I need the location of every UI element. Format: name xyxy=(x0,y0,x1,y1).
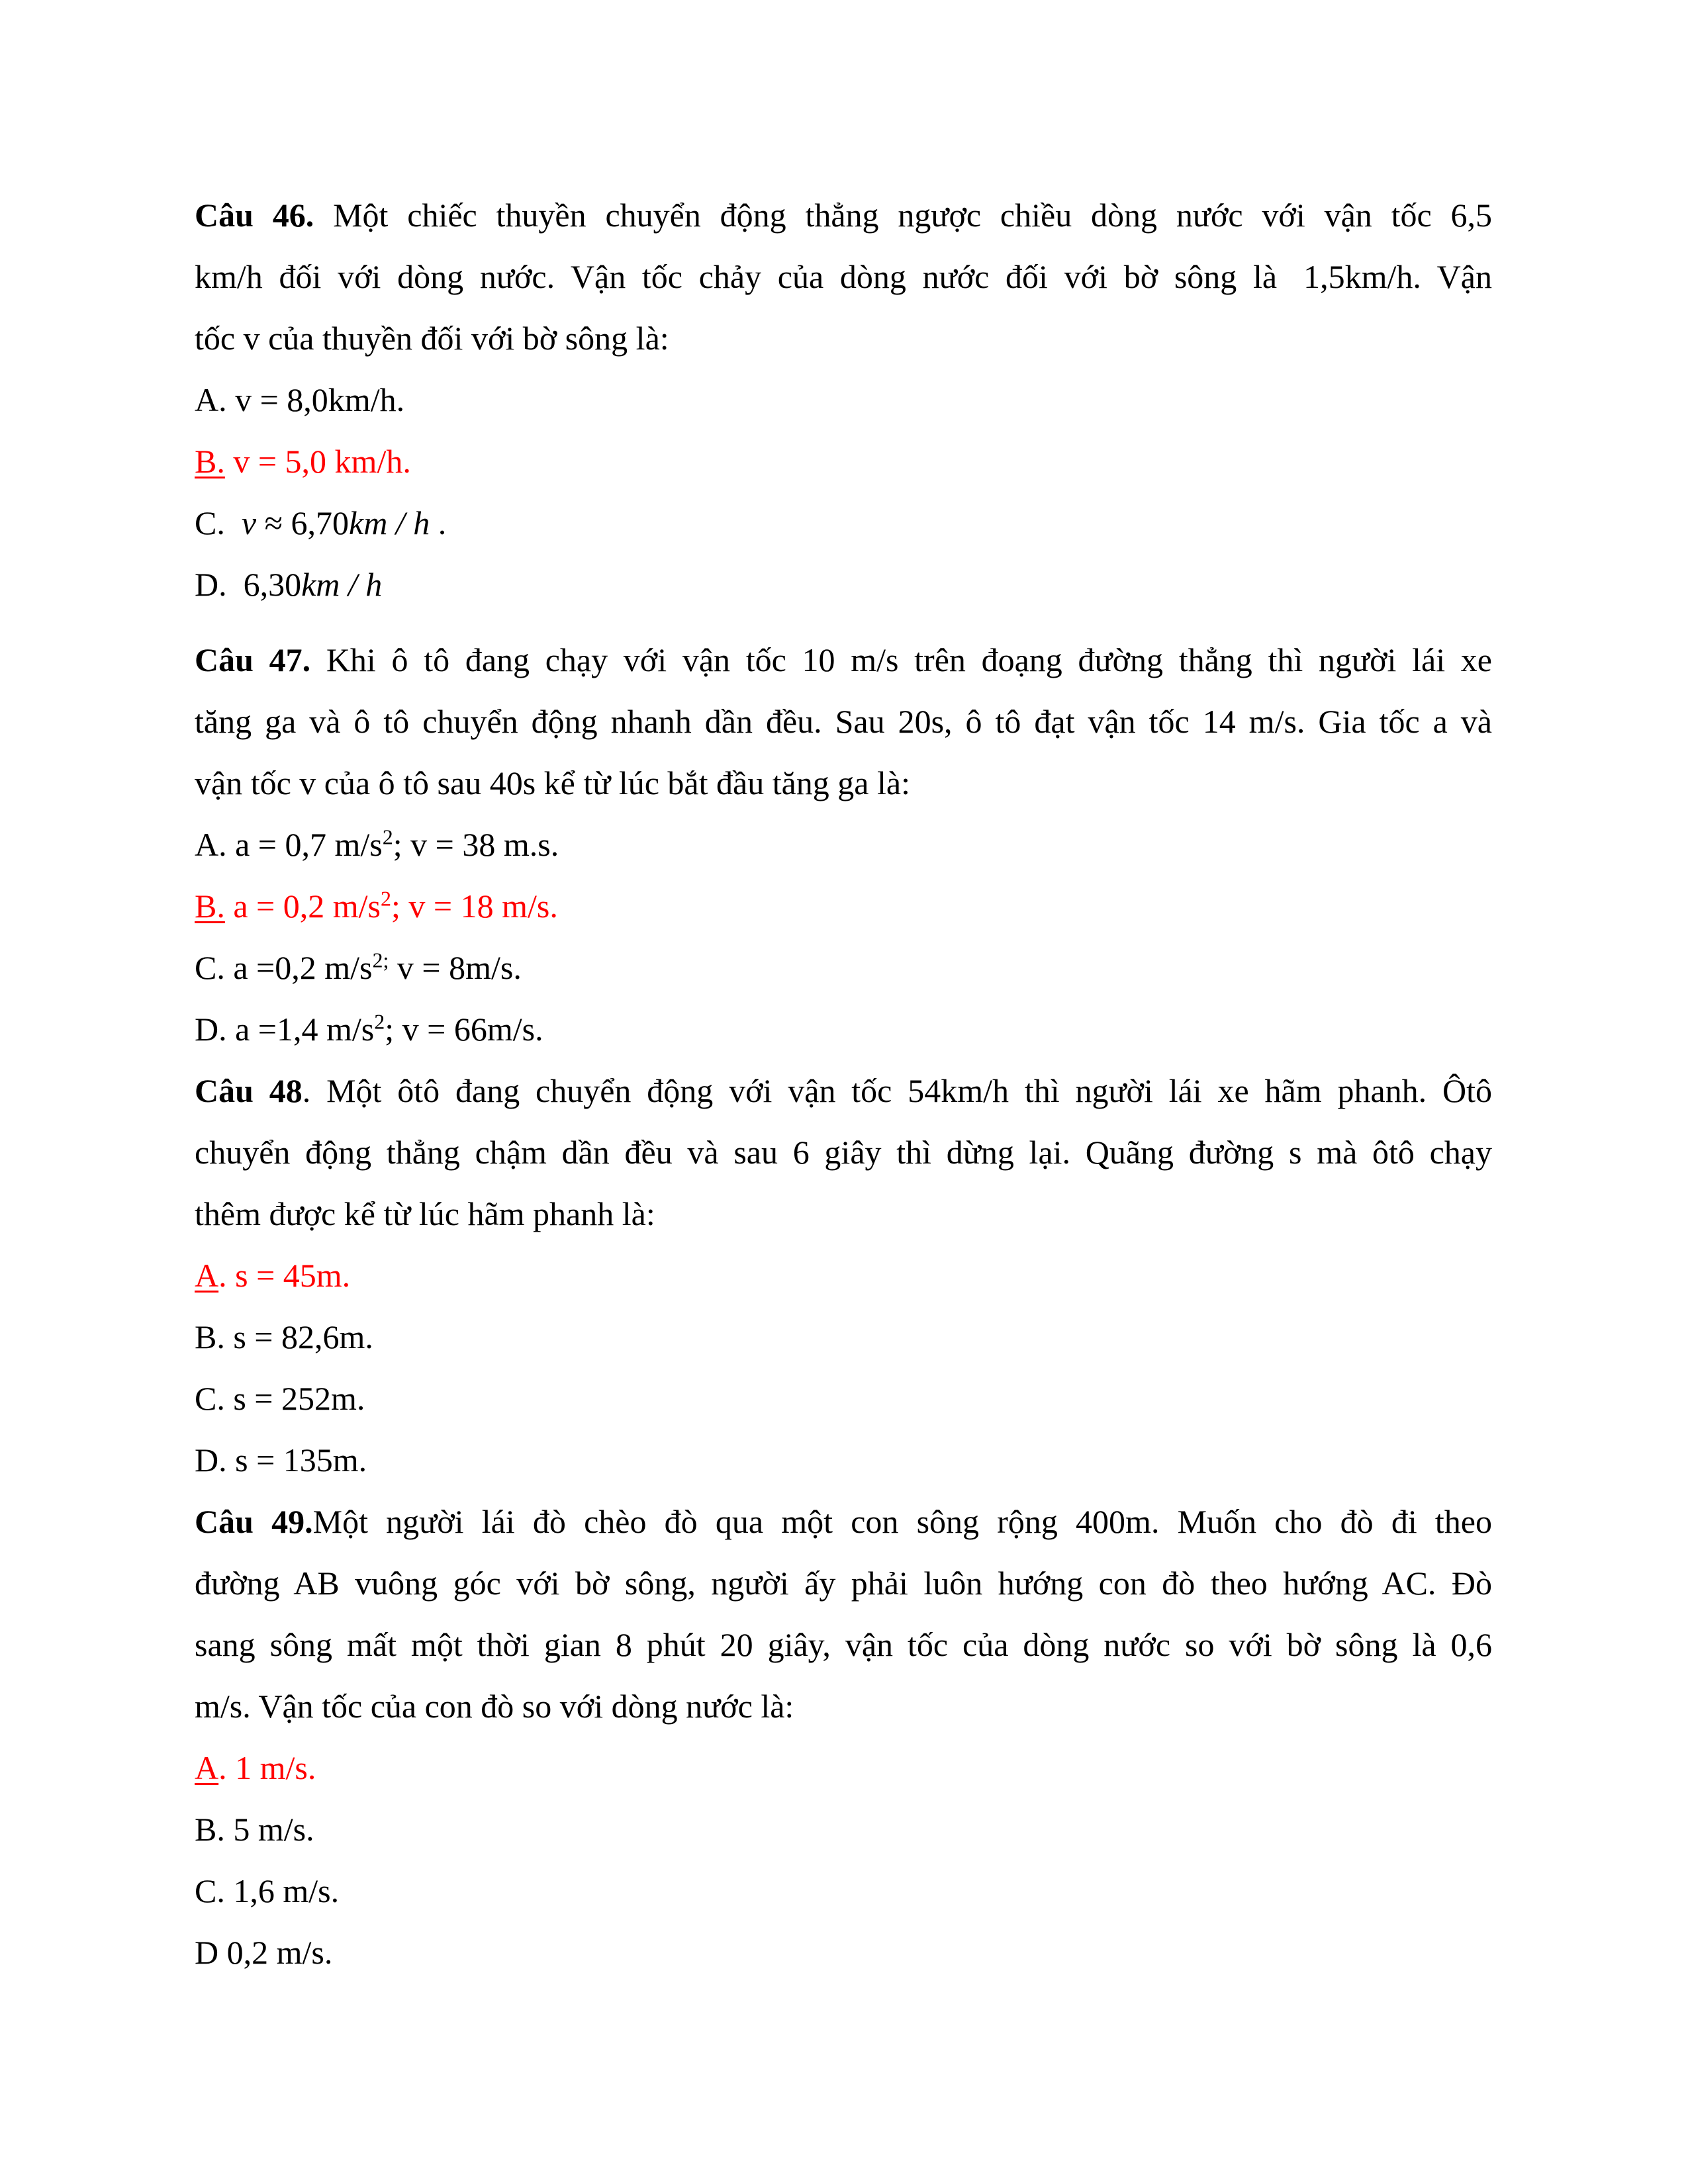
q47-option-d: D. a =1,4 $m/s^2$; v = 66m/s. xyxy=(195,1009,543,1048)
q46-line-1: Câu 46. Một chiếc thuyền chuyển động thẳng ngược chiều dòng nước với vận tốc 6,5 xyxy=(195,197,1492,234)
q49-line-3: sang sông mất một thời gian 8 phút 20 giây, vận tốc của dòng nước so với bờ sông là 0,6 xyxy=(195,1626,1492,1663)
q46-line-3: tốc v của thuyền đối với bờ sông là: xyxy=(195,320,669,357)
q48-option-a-correct: A. s = 45m. xyxy=(195,1257,351,1294)
q47-option-b-correct: B. a = 0,2 $m/s^2$; v = 18 m/s. xyxy=(195,886,558,925)
q47-option-a: A. a = 0,7 $m/s^2$; v = 38 m.s. xyxy=(195,825,559,863)
q48-line-2: chuyển động thẳng chậm dần đều và sau 6 giây thì dừng lại. Quãng đường s mà ôtô chạy xyxy=(195,1134,1492,1171)
q46-label: Câu 46. xyxy=(195,197,314,234)
q46-option-b-correct: B. v = 5,0 km/h. xyxy=(195,443,411,480)
q46-option-a: A. v = 8,0km/h. xyxy=(195,381,405,418)
q47-line-3: vận tốc v của ô tô sau 40s kể từ lúc bắt đầu tăng ga là: xyxy=(195,764,910,801)
q47-label: Câu 47. xyxy=(195,641,311,678)
q48-option-b: B. s = 82,6m. xyxy=(195,1318,373,1355)
q46-option-d: D. 6,30km / h xyxy=(195,566,383,603)
q48-line-1: Câu 48. Một ôtô đang chuyển động với vận tốc 54km/h thì người lái xe hãm phanh. Ôtô xyxy=(195,1072,1493,1109)
q48-option-c: C. s = 252m. xyxy=(195,1380,365,1417)
q47-line-1: Câu 47. Khi ô tô đang chạy với vận tốc 10 m/s trên đoạng đường thẳng thì người lái xe xyxy=(195,641,1492,678)
q49-option-b: B. 5 m/s. xyxy=(195,1811,314,1848)
q48-label: Câu 48 xyxy=(195,1072,303,1109)
q48-option-d: D. s = 135m. xyxy=(195,1441,367,1479)
q47-option-c: C. a =0,2 $m/s^{2;}$ v = 8m/s. xyxy=(195,948,522,986)
q49-label: Câu 49. xyxy=(195,1503,313,1540)
q46-line-2: km/h đối với dòng nước. Vận tốc chảy của dòng nước đối với bờ sông là 1,5km/h. Vận xyxy=(195,258,1492,295)
q49-line-4: m/s. Vận tốc của con đò so với dòng nước là: xyxy=(195,1688,794,1725)
q47-line-2: tăng ga và ô tô chuyển động nhanh dần đều. Sau 20s, ô tô đạt vận tốc 14 m/s. Gia tốc a và xyxy=(195,703,1492,740)
q49-option-a-correct: A. 1 m/s. xyxy=(195,1749,316,1786)
q49-option-c: C. 1,6 m/s. xyxy=(195,1872,340,1909)
q46-option-c: C. v ≈ 6,70km / h . xyxy=(195,504,447,541)
q49-line-1: Câu 49.Một người lái đò chèo đò qua một con sông rộng 400m. Muốn cho đò đi theo xyxy=(195,1503,1493,1540)
q49-line-2: đường AB vuông góc với bờ sông, người ấy phải luôn hướng con đò theo hướng AC. Đò xyxy=(195,1565,1492,1602)
q49-option-d: D 0,2 m/s. xyxy=(195,1934,333,1971)
q48-line-3: thêm được kể từ lúc hãm phanh là: xyxy=(195,1195,655,1232)
